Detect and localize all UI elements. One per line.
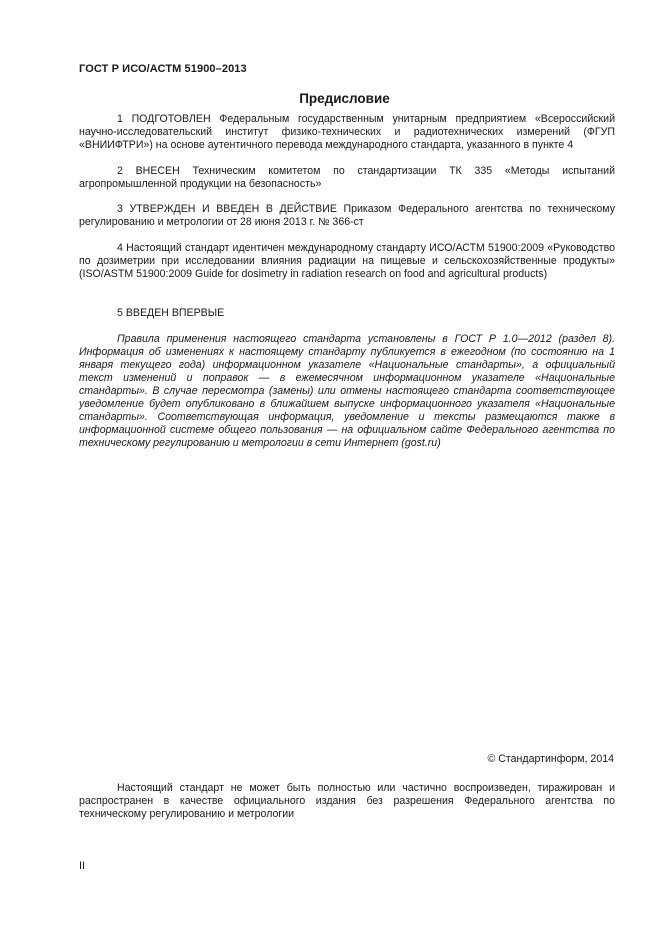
paragraph-introduced-text: 2 ВНЕСЕН Техническим комитетом по стандартизации ТК 335 «Методы испытаний агропромышленной продукции на безопасность»: [79, 165, 615, 190]
reproduction-notice: [79, 782, 615, 821]
standard-header: ГОСТ Р ИСО/АСТМ 51900–2013: [79, 63, 247, 75]
paragraph-introduced: [79, 165, 615, 191]
paragraph-first-introduced: [79, 307, 615, 320]
page-number: II: [79, 860, 86, 872]
paragraph-prepared-text: 1 ПОДГОТОВЛЕН Федеральным государственным унитарным предприятием «Всероссийский научно-исследовательский институт физико-технических и радиотехнических измерений (ФГУП «ВНИИФТРИ») на основе аутентичного перевода международного стандарта, указанного в пункте 4: [79, 113, 615, 151]
paragraph-rules-text: Правила применения настоящего стандарта установлены в ГОСТ Р 1.0—2012 (раздел 8). Информация об изменениях к настоящему стандарту публикуется в ежегодном (по состоянию на 1 января текущего года) информационном указателе «Национальные стандарты», а официальный текст изменений и поправок — в ежемесячном информационном указателе «Национальные стандарты». В случае пересмотра (замены) или отмены настоящего стандарта соответствующее уведомление будет опубликовано в ближайшем выпуске информационного указателя «Национальные стандарты». Соответствующая информация, уведомление и тексты размещаются также в информационной системе общего пользования — на официальном сайте Федерального агентства по техническому регулированию и метрологии в сети Интернет (gost.ru): [79, 333, 615, 449]
paragraph-prepared: [79, 113, 615, 152]
paragraph-identical-text: 4 Настоящий стандарт идентичен международному стандарту ИСО/АСТМ 51900:2009 «Руководство по дозиметрии при исследовании влияния радиации на пищевые и сельскохозяйственные продукты» (ISO/ASTM 51900:2009 Guide for dosimetry in radiation research on food and agricultural products): [79, 242, 615, 280]
paragraph-rules: [79, 333, 615, 450]
page-title: Предисловие: [299, 91, 390, 106]
copyright-notice: © Стандартинформ, 2014: [487, 753, 614, 765]
paragraph-approved: [79, 203, 615, 229]
paragraph-approved-text: 3 УТВЕРЖДЕН И ВВЕДЕН В ДЕЙСТВИЕ Приказом Федерального агентства по техническому регулированию и метрологии от 28 июня 2013 г. № 366-ст: [79, 203, 615, 228]
paragraph-first-introduced-text: 5 ВВЕДЕН ВПЕРВЫЕ: [117, 307, 225, 319]
reproduction-notice-text: Настоящий стандарт не может быть полностью или частично воспроизведен, тиражирован и распространен в качестве официального издания без разрешения Федерального агентства по техническому регулированию и метрологии: [79, 782, 615, 820]
paragraph-identical: [79, 242, 615, 281]
